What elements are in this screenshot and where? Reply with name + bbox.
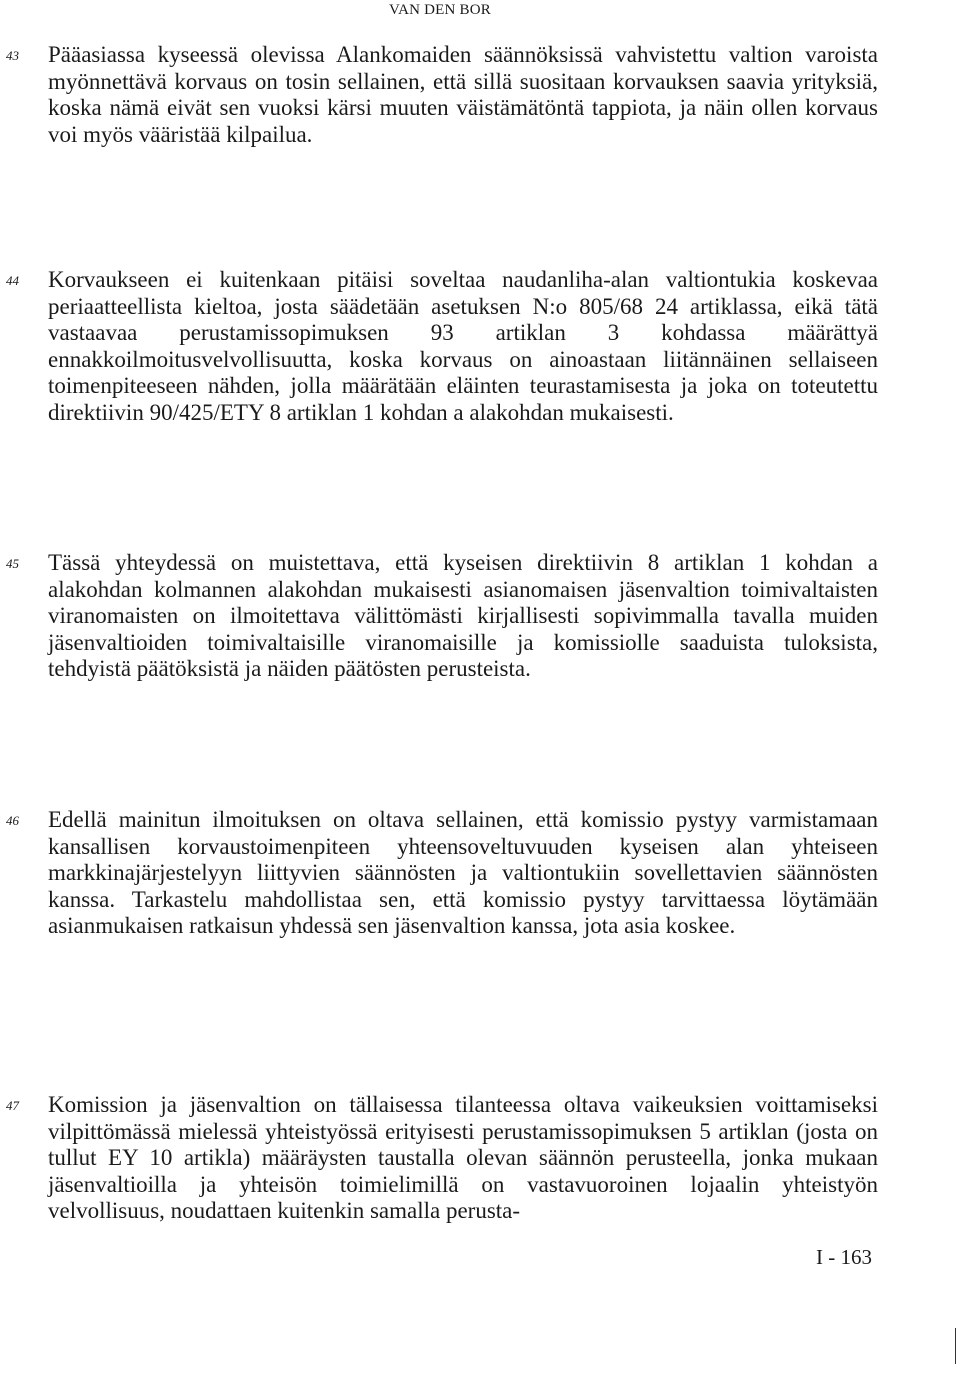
paragraph-number: 44 bbox=[6, 273, 19, 288]
paragraph-text: Edellä mainitun ilmoituksen on oltava sellainen, että komissio pystyy varmistamaan kansallisen korvaustoimenpiteen yhteensoveltuvuuden kyseisen alan yhteiseen markkinajärjestelyyn liittyvien säännösten ja valtiontukiin sovellettavien säännösten kanssa. Tarkastelu mahdollistaa sen, että komissio pystyy tarvittaessa löytämään asianmukaisen ratkaisun yhdessä sen jäsenvaltion kanssa, jota asia koskee. bbox=[48, 807, 878, 938]
paragraph-46 bbox=[0, 807, 880, 940]
paragraph-text: Korvaukseen ei kuitenkaan pitäisi soveltaa naudanliha-alan valtiontukia koskevaa periaatteellista kieltoa, josta säädetään asetuksen N:o 805/68 24 artiklassa, eikä tätä vastaavaa perustamissopimuksen 93 artiklan 3 kohdassa määrättyä ennakkoilmoitusvelvollisuutta, koska korvaus on ainoastaan liitännäinen sellaiseen toimenpiteeseen nähden, jolla määrätään eläinten teurastamisesta ja joka on toteutettu direktiivin 90/425/ETY 8 artiklan 1 kohdan a alakohdan mukaisesti. bbox=[48, 267, 878, 425]
scan-edge-line bbox=[955, 1328, 956, 1364]
paragraph-text: Tässä yhteydessä on muistettava, että kyseisen direktiivin 8 artiklan 1 kohdan a alakohdan kolmannen alakohdan mukaisesti asianomaisen jäsenvaltion toimivaltaisten viranomaisten on ilmoitettava välittömästi kirjallisesti sopivimmalla tavalla muiden jäsenvaltioiden toimivaltaisille viranomaisille ja komissiolle saaduista tuloksista, tehdyistä päätöksistä ja näiden päätösten perusteista. bbox=[48, 550, 878, 681]
running-header: VAN DEN BOR bbox=[389, 2, 491, 18]
paragraph-45 bbox=[0, 550, 880, 683]
paragraph-number: 46 bbox=[6, 813, 19, 828]
paragraph-text: Komission ja jäsenvaltion on tällaisessa tilanteessa oltava vaikeuksien voittamiseksi vilpittömässä mielessä yhteistyössä erityisesti perustamissopimuksen 5 artiklan (josta on tullut EY 10 artikla) määräysten taustalla olevan säännön perusteella, jonka mukaan jäsenvaltioilla ja yhteisön toimielimillä on vastavuoroinen lojaalin yhteistyön velvollisuus, noudattaen kuitenkin samalla perusta- bbox=[48, 1092, 878, 1223]
paragraph-number: 43 bbox=[6, 48, 19, 63]
paragraph-number: 47 bbox=[6, 1098, 19, 1113]
paragraph-43 bbox=[0, 42, 880, 148]
paragraph-47 bbox=[0, 1092, 880, 1225]
paragraph-44 bbox=[0, 267, 880, 426]
paragraph-text: Pääasiassa kyseessä olevissa Alankomaiden säännöksissä vahvistettu valtion varoista myönnettävä korvaus on tosin sellainen, että sillä suositaan korvauksen saavia yrityksiä, koska nämä eivät sen vuoksi kärsi muuten väistämätöntä tappiota, ja näin ollen korvaus voi myös vääristää kilpailua. bbox=[48, 42, 878, 147]
paragraph-number: 45 bbox=[6, 556, 19, 571]
page-number: I - 163 bbox=[816, 1245, 872, 1269]
